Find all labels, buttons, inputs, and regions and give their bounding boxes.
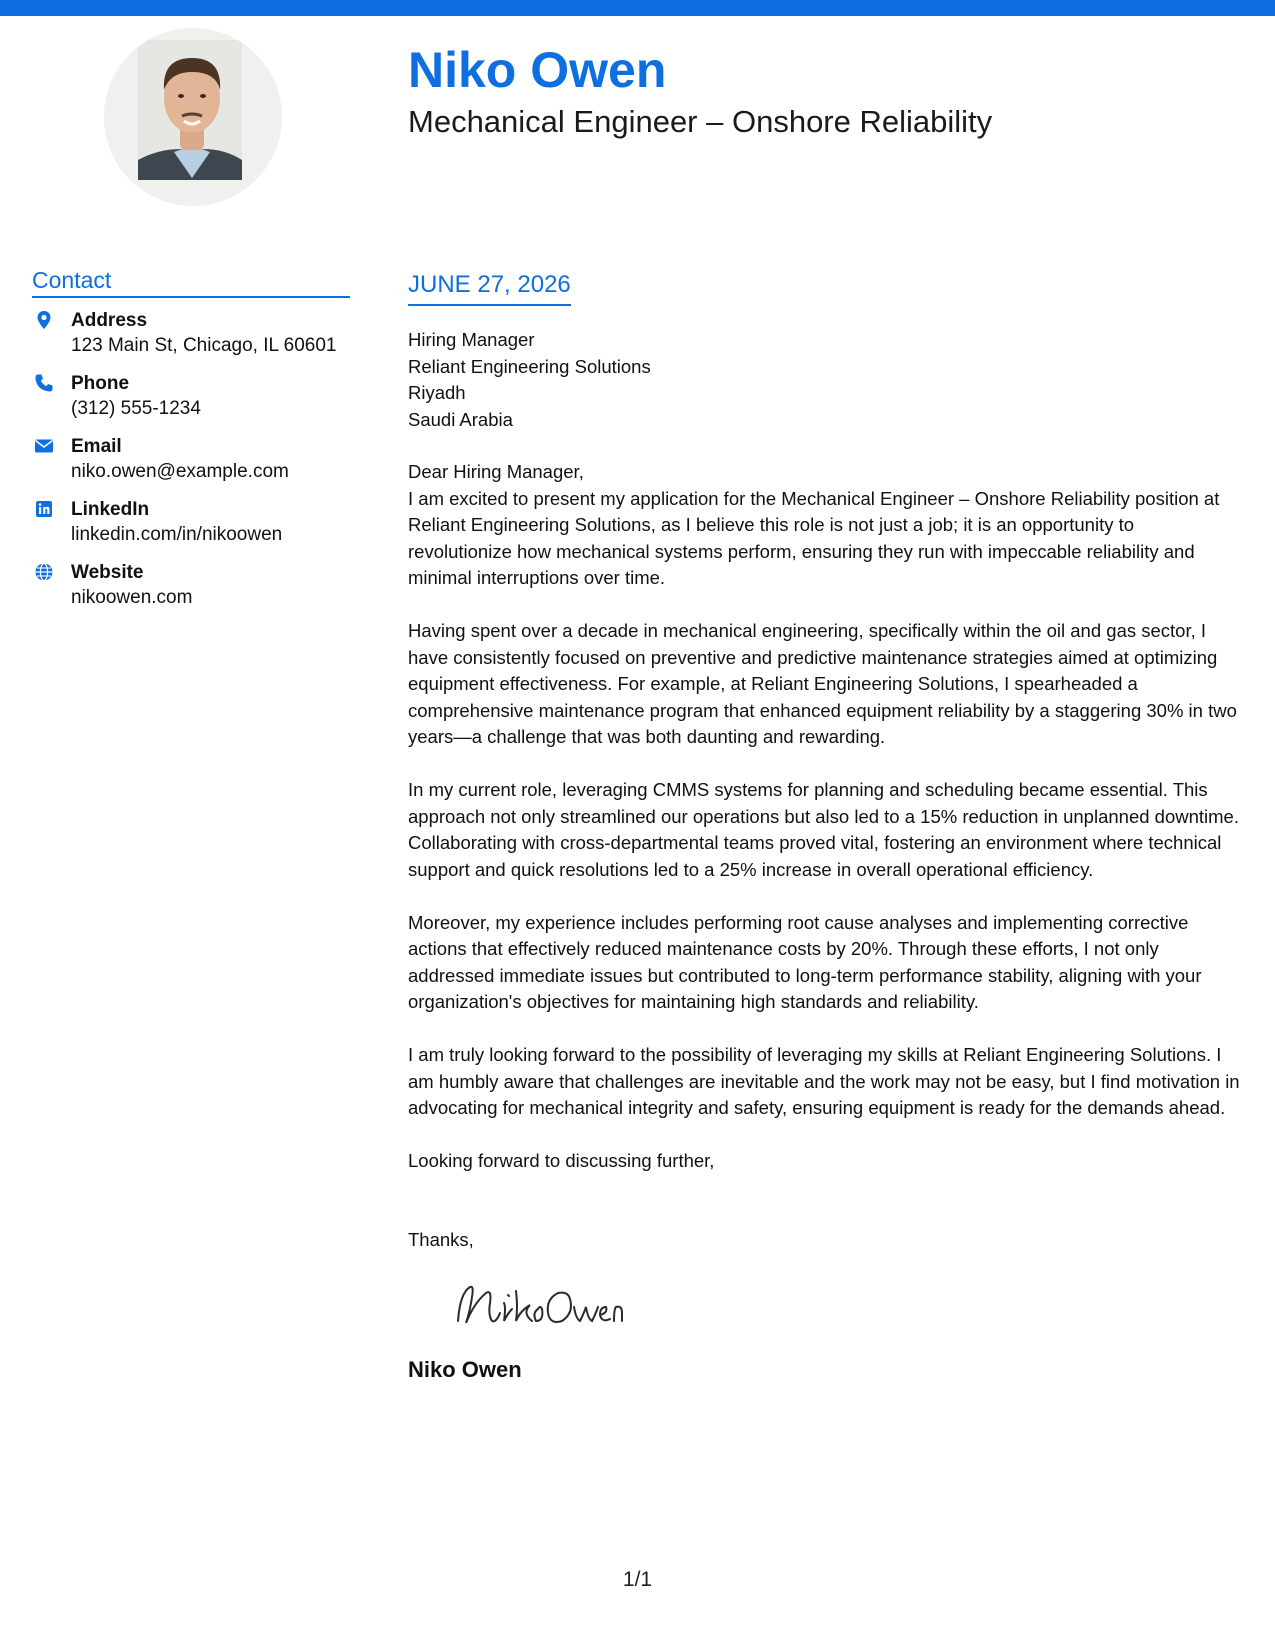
- contact-item-website: [32, 560, 362, 623]
- top-accent-bar: [0, 0, 1275, 16]
- letter-paragraph: In my current role, leveraging CMMS systems for planning and scheduling became essential. This approach not only streamlined our operations but also led to a 15% reduction in unplanned downtime. Collaborating with cross-departmental teams proved vital, fostering an environment where technical support and quick resolutions led to a 25% increase in overall operational efficiency.: [408, 779, 1239, 880]
- contact-item-email: [32, 434, 362, 497]
- linkedin-icon: [34, 499, 54, 519]
- recipient-line: Riyadh: [408, 382, 466, 403]
- contact-label: Address: [71, 310, 148, 331]
- website-value[interactable]: nikoowen.com: [71, 587, 193, 608]
- contact-label: Email: [71, 436, 122, 457]
- closing-line: Looking forward to discussing further,: [408, 1150, 715, 1171]
- letter-paragraph: I am excited to present my application for the Mechanical Engineer – Onshore Reliability position at Reliant Engineering Solutions, as I believe this role is not just a job; it is an opportunity to revolutionize how mechanical systems perform, ensuring they run with impeccable reliability and minimal interruptions over time.: [408, 487, 1220, 588]
- globe-icon: [34, 562, 54, 582]
- contact-label: Phone: [71, 373, 130, 394]
- recipient-line: Hiring Manager: [408, 329, 535, 350]
- signer-name: Niko Owen: [408, 1357, 522, 1382]
- contact-item-phone: [32, 371, 362, 434]
- letter-paragraph: Having spent over a decade in mechanical engineering, specifically within the oil and gas sector, I have consistently focused on preventive and predictive maintenance strategies aimed at optimizing equipment effectiveness. For example, at Reliant Engineering Solutions, I spearheaded a comprehensive maintenance program that enhanced equipment reliability by a staggering 30% in two years—a challenge that was both daunting and rewarding.: [408, 620, 1237, 747]
- handwritten-signature: [408, 1263, 1243, 1347]
- applicant-name: Niko Owen: [408, 42, 667, 98]
- recipient-line: Saudi Arabia: [408, 408, 513, 430]
- job-title: Mechanical Engineer – Onshore Reliability: [408, 104, 993, 139]
- linkedin-value[interactable]: linkedin.com/in/nikoowen: [71, 524, 283, 545]
- contact-item-linkedin: [32, 497, 362, 560]
- recipient-line: Reliant Engineering Solutions: [408, 355, 651, 377]
- letter-date: JUNE 27, 2026: [408, 268, 571, 306]
- contact-label: Website: [71, 562, 144, 583]
- mail-icon: [34, 436, 54, 456]
- salutation: Dear Hiring Manager,: [408, 461, 584, 482]
- email-value[interactable]: niko.owen@example.com: [71, 461, 289, 482]
- phone-icon: [34, 373, 54, 393]
- phone-value: (312) 555-1234: [71, 398, 201, 419]
- address-value: 123 Main St, Chicago, IL 60601: [71, 335, 337, 356]
- letter-body: [408, 327, 1243, 1385]
- contact-list: [32, 308, 362, 623]
- recipient-block: [408, 327, 1243, 433]
- contact-heading: Contact: [32, 264, 350, 298]
- contact-label: LinkedIn: [71, 499, 150, 520]
- profile-photo: [104, 28, 282, 206]
- thanks-line: Thanks,: [408, 1228, 474, 1250]
- page-number: 1/1: [622, 1568, 653, 1591]
- map-pin-icon: [34, 310, 54, 330]
- contact-item-address: [32, 308, 362, 371]
- letter-paragraph: Moreover, my experience includes performing root cause analyses and implementing corrective actions that effectively reduced maintenance costs by 20%. Through these efforts, I not only addressed immediate issues but contributed to long-term performance stability, aligning with your organization's objectives for maintaining high standards and reliability.: [408, 911, 1202, 1012]
- letter-paragraph: I am truly looking forward to the possibility of leveraging my skills at Reliant Engineering Solutions. I am humbly aware that challenges are inevitable and the work may not be easy, but I find motivation in advocating for mechanical integrity and safety, ensuring equipment is ready for the demands ahead.: [408, 1044, 1240, 1118]
